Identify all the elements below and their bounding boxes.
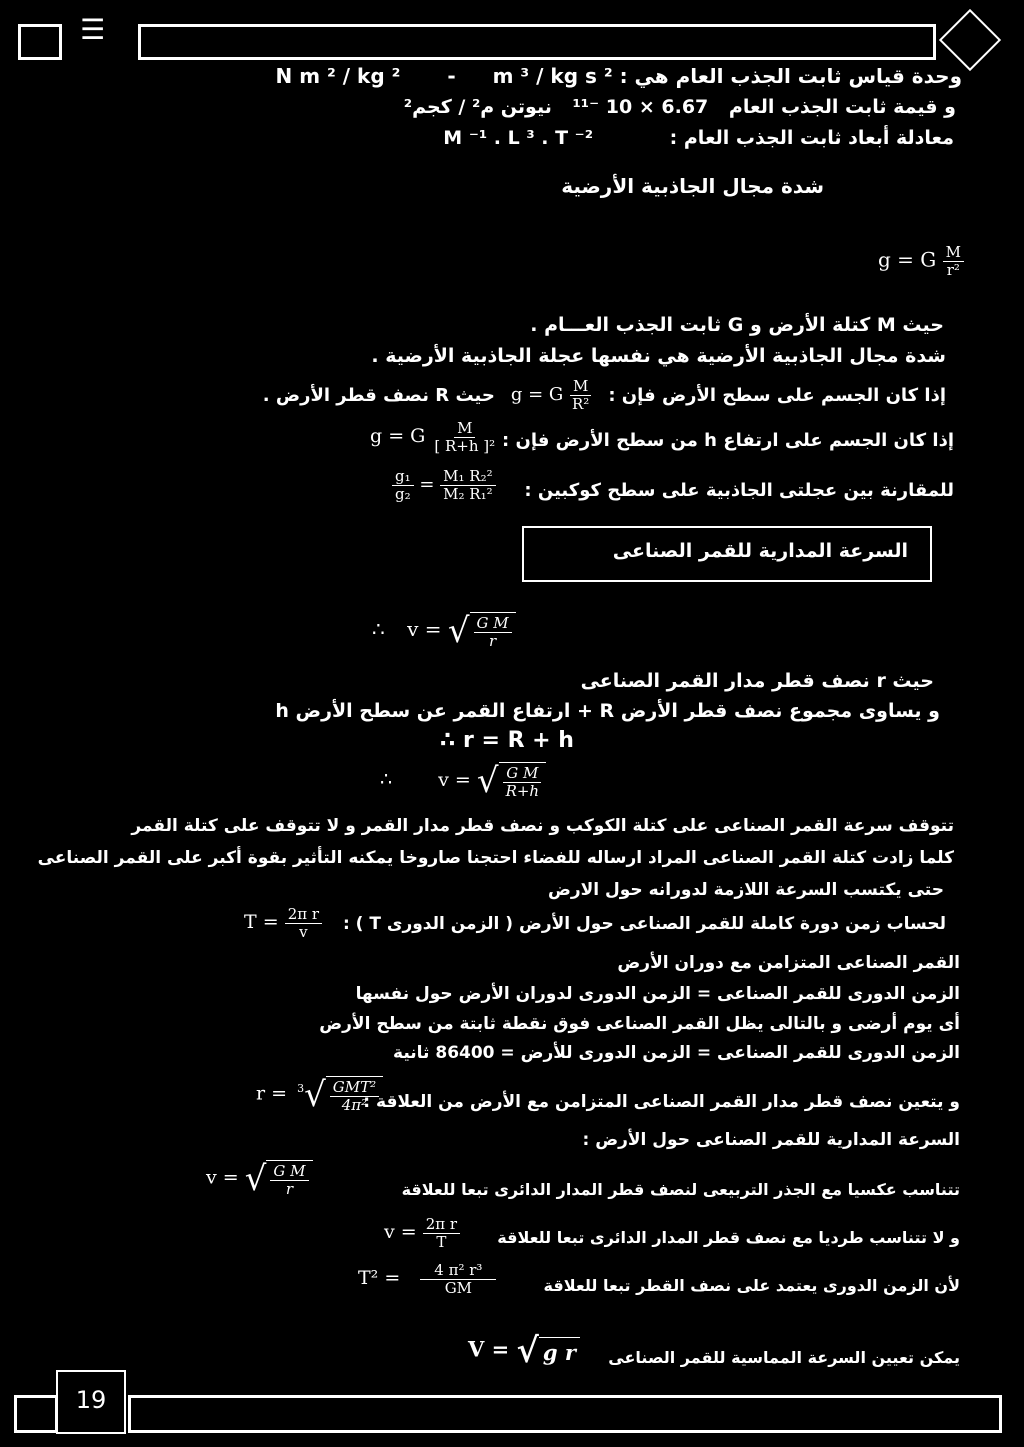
- period-lhs: T =: [244, 911, 279, 933]
- rel4-radicand: g r: [539, 1337, 580, 1365]
- surface-num: M: [570, 378, 591, 396]
- surface-label: إذا كان الجسم على سطح الأرض فإن :: [608, 384, 946, 406]
- value-number: 6.67 × 10 ⁻¹¹: [572, 96, 709, 118]
- orbit-eq1-lhs: v =: [407, 617, 442, 641]
- dims-line: [443, 127, 954, 149]
- heading-field: شدة مجال الجاذبية الأرضية: [561, 174, 824, 198]
- r-sum: و يساوى مجموع نصف قطر الأرض R + ارتفاع القمر عن سطح الأرض h: [275, 700, 940, 722]
- compare-rhs-num: M₁ R₂²: [440, 468, 495, 486]
- top-header-bar: [138, 24, 936, 60]
- radius-label: و يتعين نصف قطر مدار القمر الصناعى المتزامن مع الأرض من العلاقة :: [363, 1092, 960, 1112]
- eq-g-num: M: [943, 244, 964, 262]
- units-label: وحدة قياس ثابت الجذب العام هي :: [619, 64, 962, 88]
- radius-den: 4π²: [341, 1095, 368, 1114]
- eq-g: [878, 244, 964, 278]
- rel4-label: يمكن تعيين السرعة المماسية للقمر الصناعى: [608, 1348, 960, 1367]
- compare-label: للمقارنة بين عجلتى الجاذبية على سطح كوكبين :: [524, 480, 954, 501]
- surface-line: [263, 378, 946, 412]
- orbit-eq2-lhs: v =: [438, 768, 471, 791]
- r-def: حيث r نصف قطر مدار القمر الصناعى: [580, 670, 934, 692]
- rel2-lhs: v =: [384, 1221, 417, 1243]
- radius-index: 3: [297, 1082, 305, 1096]
- rel4-eq: V = √ g r: [468, 1334, 580, 1368]
- height-num: M: [454, 420, 475, 438]
- orbit-eq1-therefore: ∴: [372, 617, 385, 641]
- rel3-eq: [358, 1262, 496, 1296]
- orbit-eq1-den: r: [489, 631, 497, 650]
- lines-icon: ☰: [80, 13, 106, 46]
- orbit-eq2-therefore: ∴: [380, 768, 393, 791]
- dims-value: M ⁻¹ . L ³ . T ⁻²: [443, 127, 594, 149]
- height-den: [ R+h ]²: [434, 436, 496, 455]
- rel3-label: لأن الزمن الدورى يعتمد على نصف القطر تبعا للعلاقة: [543, 1276, 960, 1295]
- where-line: حيث M كتلة الأرض و G ثابت الجذب العـــام .: [530, 314, 944, 336]
- sync-1: الزمن الدورى للقمر الصناعى = الزمن الدورى لدوران الأرض حول نفسها: [355, 984, 960, 1004]
- orbit-eq2: ∴ v = √ $\frac{\text{G M}}{R+h}$: [380, 762, 546, 799]
- rel2-label: و لا تتناسب طرديا مع نصف قطر المدار الدائرى تبعا للعلاقة: [497, 1228, 960, 1247]
- height-lhs: g = G: [370, 425, 426, 447]
- page-number: 19: [75, 1386, 107, 1414]
- height-label: إذا كان الجسم على ارتفاع h من سطح الأرض فإن :: [502, 430, 954, 451]
- units-unit1: N m ² / kg ²: [275, 64, 401, 88]
- period-eq: [244, 906, 322, 940]
- surface-den: R²: [572, 394, 590, 413]
- rel3-num: 4 π² r³: [420, 1262, 496, 1280]
- speed-title: السرعة المدارية للقمر الصناعى حول الأرض :: [582, 1130, 960, 1150]
- box-title: السرعة المدارية للقمر الصناعى: [612, 540, 908, 562]
- page-number-box: [56, 1370, 126, 1434]
- units-line: [276, 64, 962, 88]
- rel3-lhs: T² =: [358, 1267, 401, 1289]
- radius-num: GMT²: [330, 1079, 379, 1097]
- compare-eq: $\frac{\text{g₁}}{\text{g₂}}$ = $\frac{\text{M₁ R₂²}}{\text{M₂ R₁²}}$: [392, 468, 496, 502]
- depends-2: كلما زادت كتلة القمر الصناعى المراد ارساله للفضاء احتجنا صاروخا يمكنه التأثير بقوة أكبر على القمر الصناعى: [37, 848, 954, 868]
- period-den: v: [299, 922, 308, 941]
- rel1-eq: v = √ $\frac{\text{G M}}{r}$: [206, 1160, 313, 1197]
- orbit-eq1-num: G M: [474, 615, 512, 633]
- rel2-den: T: [436, 1232, 447, 1251]
- sync-title: القمر الصناعى المتزامن مع دوران الأرض: [617, 953, 960, 973]
- period-label: لحساب زمن دورة كاملة للقمر الصناعى حول الأرض ( الزمن الدورى T ) :: [342, 914, 946, 934]
- period-num: 2π r: [285, 906, 322, 924]
- rel1-den: r: [285, 1179, 294, 1198]
- section-title-box: [522, 526, 932, 582]
- height-eq: [370, 420, 498, 454]
- compare-g1: g₁: [392, 468, 414, 486]
- r-eq: ∴ r = R + h: [440, 728, 574, 753]
- diamond-icon: [939, 9, 1001, 71]
- rel1-num: G M: [270, 1163, 308, 1181]
- radius-eq: r = $^3$ √ $\frac{\text{GMT²}}{\text{4π²}}$: [256, 1076, 383, 1113]
- units-unit2: m ³ / kg s ²: [492, 64, 613, 88]
- depends-1: تتوقف سرعة القمر الصناعى على كتلة الكوكب و نصف قطر مدار القمر و لا تتوقف على كتلة القمر: [131, 816, 954, 836]
- dims-label: معادلة أبعاد ثابت الجذب العام :: [669, 127, 954, 149]
- units-sep: -: [447, 64, 456, 88]
- rel3-den: GM: [444, 1278, 473, 1297]
- orbit-eq2-den: R+h: [505, 781, 540, 800]
- value-label: و قيمة ثابت الجذب العام: [728, 96, 956, 118]
- orbit-eq2-num: G M: [503, 765, 541, 783]
- depends-3: حتى يكتسب السرعة اللازمة لدورانه حول الارض: [547, 880, 944, 900]
- radius-lhs: r =: [256, 1082, 288, 1105]
- eq-g-lhs: g = G: [878, 247, 937, 272]
- surface-note: حيث R نصف قطر الأرض .: [262, 384, 495, 406]
- rel2-num: 2π r: [423, 1216, 460, 1234]
- surface-lhs: g = G: [510, 384, 564, 405]
- eq-g-den: r²: [946, 260, 960, 279]
- sync-3: الزمن الدورى للقمر الصناعى = الزمن الدورى للأرض = 86400 ثانية: [393, 1043, 960, 1063]
- compare-rhs-den: M₂ R₁²: [443, 484, 493, 503]
- bottom-footer-bar: [128, 1395, 1002, 1433]
- value-line: [404, 96, 956, 118]
- bottom-left-square: [14, 1395, 58, 1433]
- field-is-accel: شدة مجال الجاذبية الأرضية هي نفسها عجلة الجاذبية الأرضية .: [371, 345, 946, 367]
- compare-g2: g₂: [395, 484, 411, 503]
- sync-2: أى يوم أرضى و بالتالى يظل القمر الصناعى فوق نقطة ثابتة من سطح الأرض: [319, 1014, 960, 1034]
- top-left-square: [18, 24, 62, 60]
- rel2-eq: [384, 1216, 460, 1250]
- value-unit: نيوتن م² / كجم²: [403, 96, 552, 118]
- orbit-eq1: ∴ v = √ $\frac{\text{G M}}{r}$: [372, 612, 516, 649]
- rel1-label: تتناسب عكسيا مع الجذر التربيعى لنصف قطر المدار الدائرى تبعا للعلاقة: [401, 1180, 960, 1199]
- rel4-lhs: V =: [468, 1336, 510, 1362]
- rel1-lhs: v =: [206, 1166, 239, 1189]
